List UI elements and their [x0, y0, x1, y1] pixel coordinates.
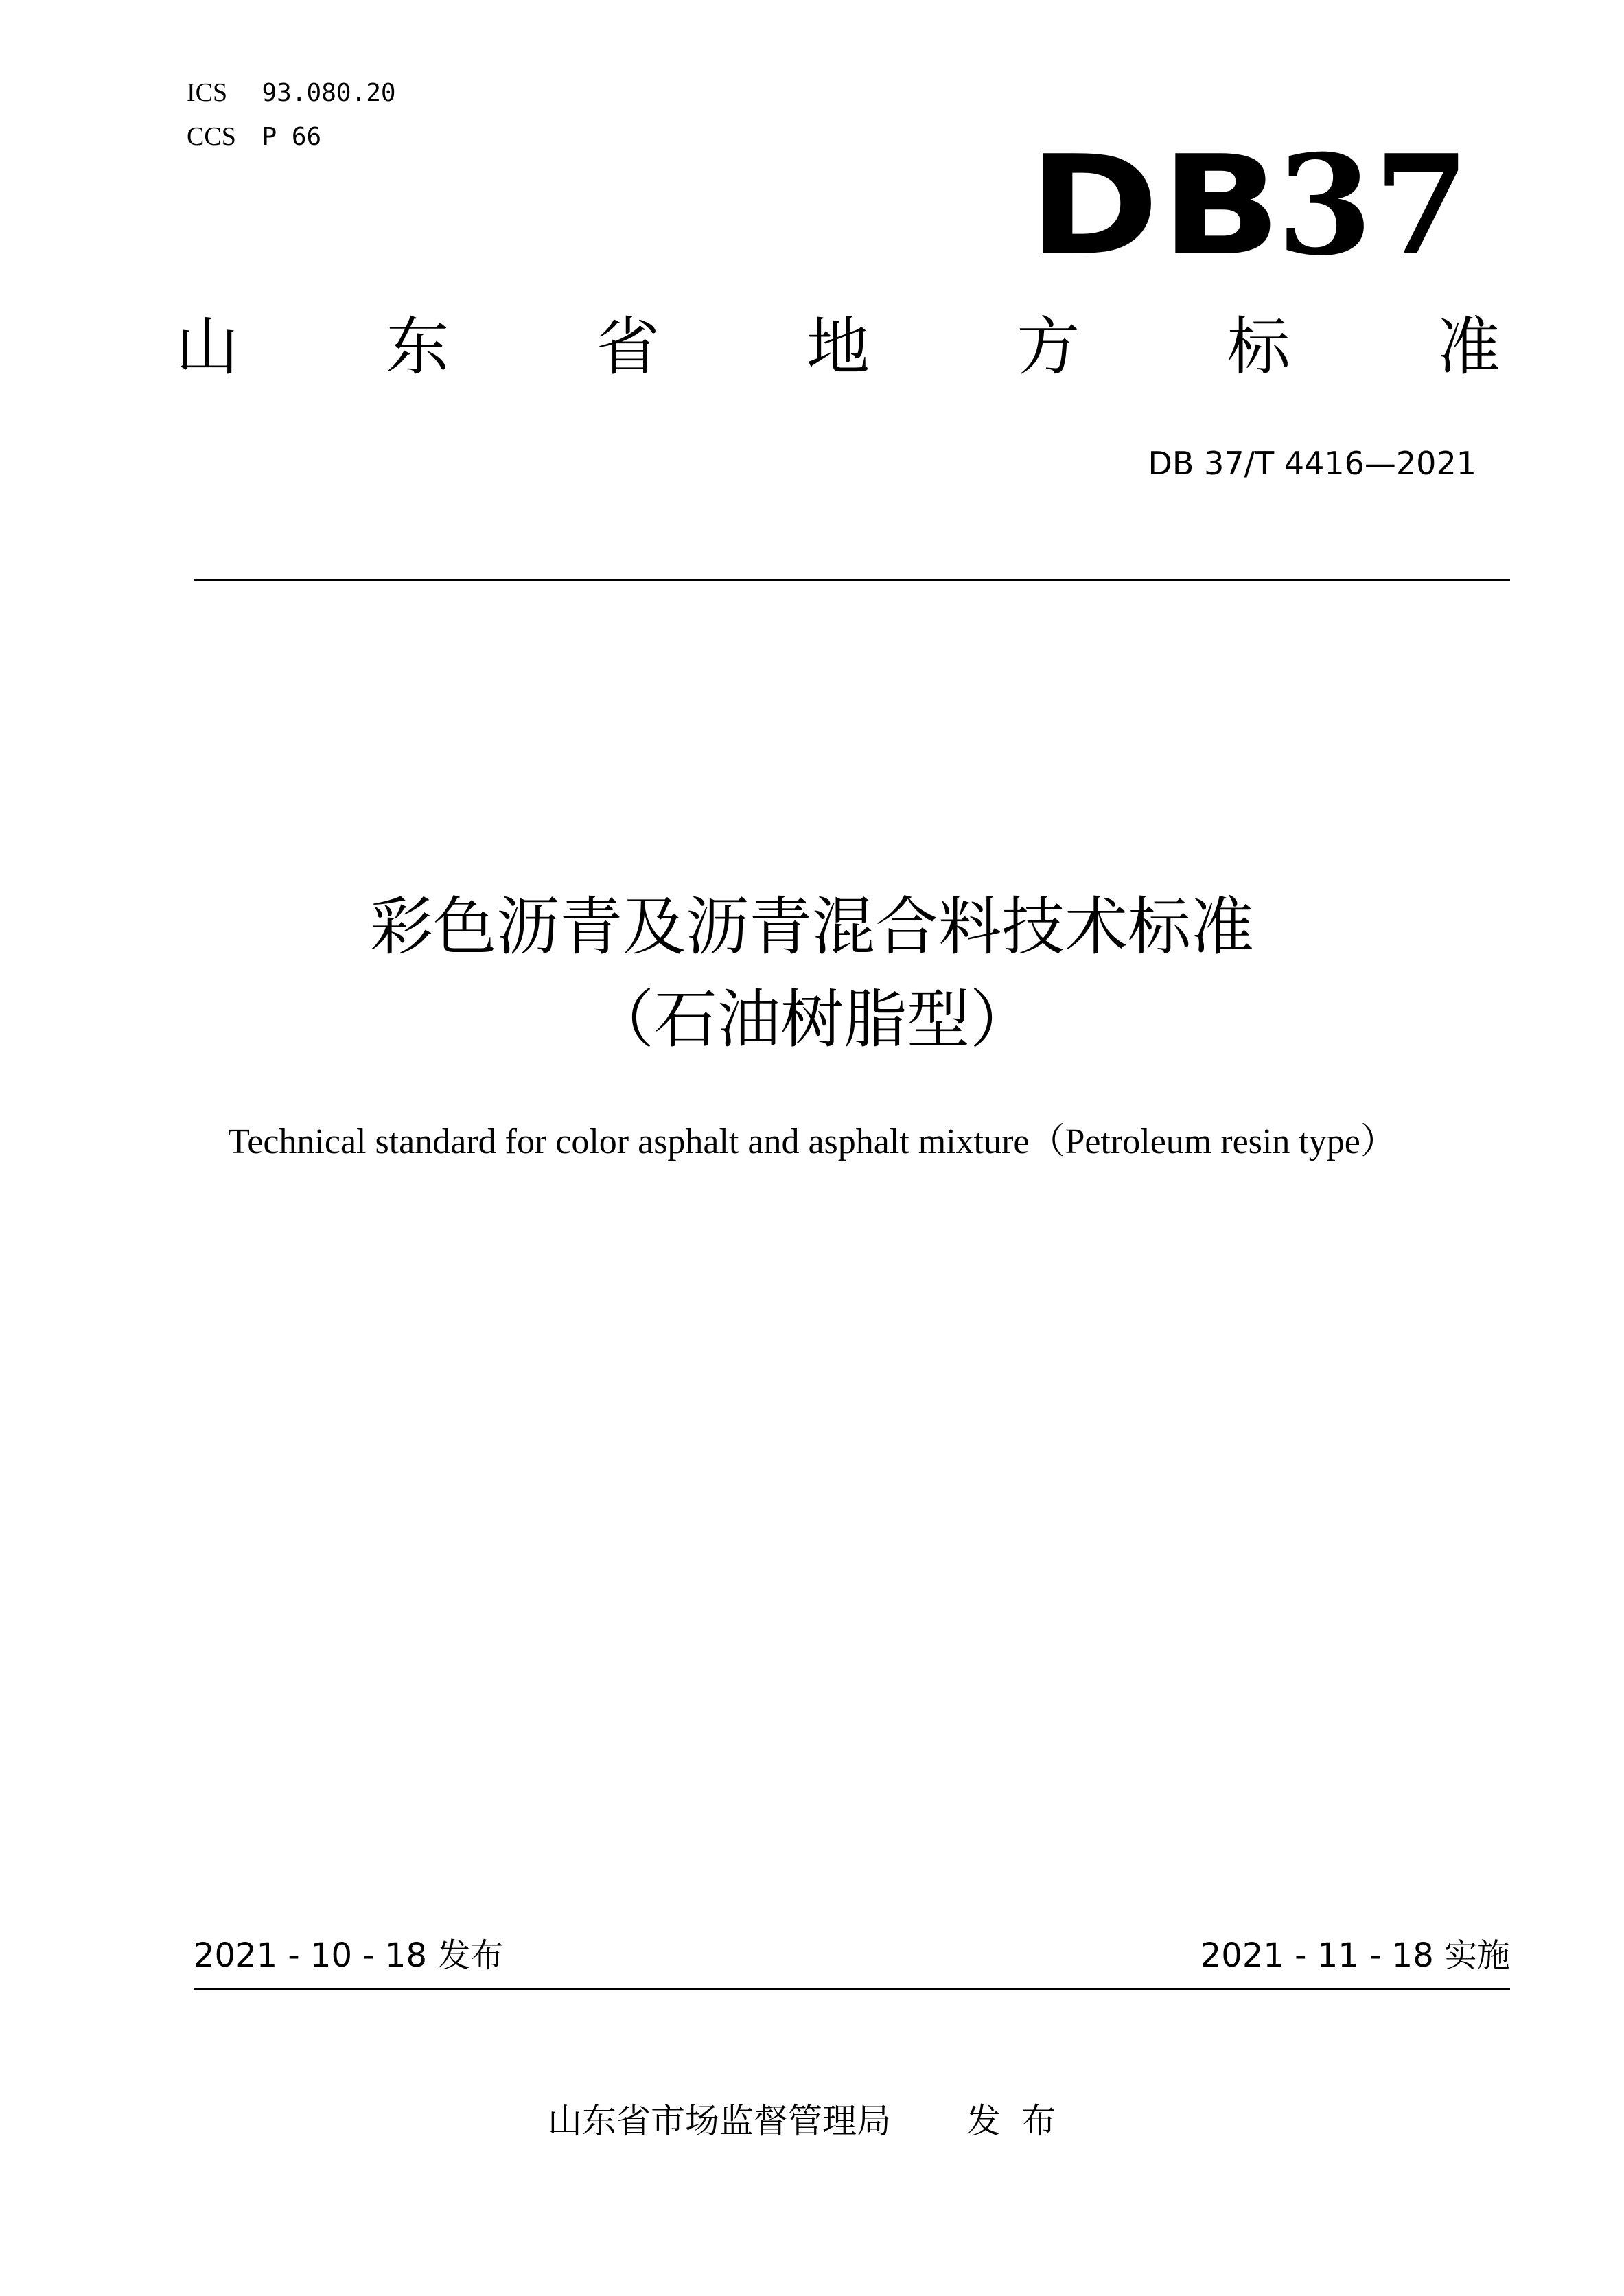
- ccs-value: P 66: [262, 123, 322, 151]
- ics-code: [187, 80, 396, 106]
- title-cn-line2: （石油树脂型）: [590, 983, 1033, 1056]
- ics-value: 93.080.20: [262, 79, 396, 107]
- standard-type-char: 东: [386, 310, 450, 384]
- ics-label: ICS: [187, 78, 228, 107]
- standard-type-heading: [176, 310, 1500, 384]
- implement-date: 2021 - 11 - 18 实施: [1200, 1936, 1510, 1975]
- top-divider: [194, 579, 1510, 581]
- db37-logo: [1028, 125, 1471, 286]
- standard-type-char: 省: [596, 310, 660, 384]
- publisher-org: 山东省市场监督管理局: [548, 2101, 891, 2141]
- logo-number: 37: [1277, 125, 1471, 286]
- ccs-label: CCS: [187, 122, 236, 151]
- publisher-action: 发布: [966, 2101, 1076, 2141]
- issue-date: 2021 - 10 - 18 发布: [194, 1936, 504, 1975]
- publisher-line: [0, 2101, 1624, 2141]
- standard-type-char: 准: [1437, 310, 1500, 384]
- standard-number: DB 37/T 4416—2021: [1148, 445, 1476, 482]
- standard-type-char: 方: [1017, 310, 1080, 384]
- standard-type-char: 地: [806, 310, 870, 384]
- title-en: Technical standard for color asphalt and asphalt mixture（Petroleum resin type）: [228, 1122, 1396, 1161]
- logo-letters: DB: [1028, 126, 1283, 286]
- ccs-code: [187, 124, 321, 150]
- standard-type-char: 山: [176, 310, 240, 384]
- title-cn-line1: 彩色沥青及沥青混合料技术标准: [369, 890, 1254, 964]
- bottom-divider: [194, 1988, 1510, 1990]
- standard-type-char: 标: [1227, 310, 1290, 384]
